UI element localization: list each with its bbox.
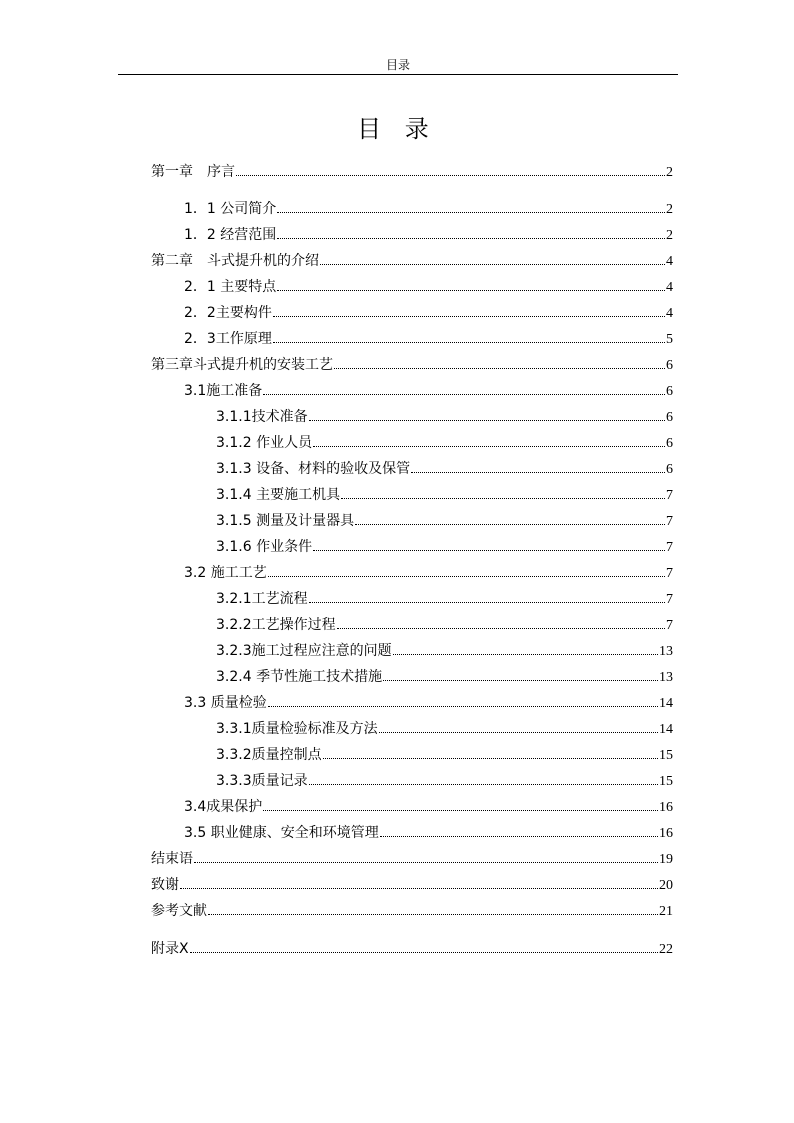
toc-entry[interactable] <box>184 225 673 246</box>
toc-entry-page: 16 <box>659 800 673 815</box>
toc-leader-dots <box>277 289 665 291</box>
toc-leader-dots <box>323 757 658 759</box>
toc-leader-dots <box>273 341 665 343</box>
toc-entry[interactable] <box>184 693 673 714</box>
toc-entry[interactable] <box>184 797 673 818</box>
toc-entry[interactable] <box>184 199 673 220</box>
toc-entry-page: 6 <box>666 384 673 399</box>
toc-leader-dots <box>268 705 658 707</box>
toc-entry[interactable] <box>216 537 673 558</box>
toc-entry-page: 13 <box>659 670 673 685</box>
toc-entry-page: 7 <box>666 540 673 555</box>
toc-leader-dots <box>337 627 665 629</box>
toc-entry[interactable] <box>184 329 673 350</box>
toc-entry-title: 1．2 经营范围 <box>184 227 277 243</box>
toc-leader-dots <box>268 575 665 577</box>
toc-entry-title: 第二章 斗式提升机的介绍 <box>151 253 319 269</box>
toc-leader-dots <box>355 523 665 525</box>
toc-entry[interactable] <box>151 251 673 272</box>
toc-entry[interactable] <box>216 459 673 480</box>
toc-entry-title: 3.3.2质量控制点 <box>216 747 322 763</box>
toc-entry-page: 14 <box>659 722 673 737</box>
toc-entry-page: 4 <box>666 306 673 321</box>
toc-entry-title: 3.1.4 主要施工机具 <box>216 487 341 503</box>
toc-entry-title: 致谢 <box>151 877 179 893</box>
toc-entry-page: 4 <box>666 280 673 295</box>
toc-entry-page: 5 <box>666 332 673 347</box>
toc-entry-title: 3.1.6 作业条件 <box>216 539 313 555</box>
toc-entry[interactable] <box>216 511 673 532</box>
toc-entry-page: 6 <box>666 462 673 477</box>
toc-entry-page: 16 <box>659 826 673 841</box>
toc-entry-page: 21 <box>659 904 673 919</box>
toc-entry[interactable] <box>216 615 673 636</box>
toc-entry-page: 20 <box>659 878 673 893</box>
toc-entry[interactable] <box>151 939 673 960</box>
toc-entry[interactable] <box>184 277 673 298</box>
toc-entry[interactable] <box>151 355 673 376</box>
toc-entry[interactable] <box>216 641 673 662</box>
toc-leader-dots <box>383 679 658 681</box>
toc-entry-title: 附录X <box>151 941 189 957</box>
toc-leader-dots <box>180 887 658 889</box>
toc-entry-page: 6 <box>666 436 673 451</box>
toc-entry-page: 7 <box>666 618 673 633</box>
toc-leader-dots <box>313 549 665 551</box>
toc-entry-title: 3.3 质量检验 <box>184 695 267 711</box>
toc-entry[interactable] <box>216 771 673 792</box>
toc-leader-dots <box>411 471 665 473</box>
toc-entry-title: 结束语 <box>151 851 193 867</box>
toc-entry-page: 7 <box>666 514 673 529</box>
toc-entry-page: 19 <box>659 852 673 867</box>
toc-leader-dots <box>313 445 665 447</box>
toc-leader-dots <box>263 809 658 811</box>
toc-entry-title: 2．1 主要特点 <box>184 279 277 295</box>
toc-entry-page: 7 <box>666 592 673 607</box>
toc-entry-page: 2 <box>666 165 673 180</box>
toc-entry[interactable] <box>216 485 673 506</box>
toc-leader-dots <box>309 783 658 785</box>
toc-entry[interactable] <box>216 719 673 740</box>
toc-leader-dots <box>273 315 665 317</box>
toc-leader-dots <box>277 237 665 239</box>
toc-entry-title: 3.2.2工艺操作过程 <box>216 617 336 633</box>
toc-entry[interactable] <box>184 563 673 584</box>
toc-entry-page: 15 <box>659 774 673 789</box>
toc-entry-title: 3.3.3质量记录 <box>216 773 308 789</box>
toc-leader-dots <box>309 601 665 603</box>
toc-entry-page: 15 <box>659 748 673 763</box>
toc-entry-page: 2 <box>666 202 673 217</box>
toc-entry[interactable] <box>216 407 673 428</box>
toc-entry[interactable] <box>151 849 673 870</box>
toc-entry-title: 参考文献 <box>151 903 207 919</box>
toc-leader-dots <box>393 653 658 655</box>
toc-leader-dots <box>263 393 665 395</box>
toc-entry-title: 3.4成果保护 <box>184 799 263 815</box>
toc-entry-page: 6 <box>666 410 673 425</box>
toc-entry[interactable] <box>184 823 673 844</box>
toc-entry-title: 2．2主要构件 <box>184 305 272 321</box>
toc-entry-page: 7 <box>666 566 673 581</box>
header-text: 目录 <box>385 58 410 72</box>
toc-entry-title: 3.1施工准备 <box>184 383 263 399</box>
toc-entry-title: 3.2 施工工艺 <box>184 565 267 581</box>
toc-leader-dots <box>320 263 665 265</box>
toc-entry[interactable] <box>216 433 673 454</box>
toc-entry[interactable] <box>151 162 673 183</box>
toc-entry-page: 13 <box>659 644 673 659</box>
toc-entry-page: 4 <box>666 254 673 269</box>
toc-entry-page: 14 <box>659 696 673 711</box>
toc-entry[interactable] <box>151 901 673 922</box>
toc-entry-title: 第三章斗式提升机的安装工艺 <box>151 357 333 373</box>
toc-entry-title: 3.1.3 设备、材料的验收及保管 <box>216 461 411 477</box>
toc-entry-title: 2．3工作原理 <box>184 331 272 347</box>
toc-entry-title: 3.5 职业健康、安全和环境管理 <box>184 825 379 841</box>
toc-leader-dots <box>277 211 665 213</box>
toc-leader-dots <box>309 419 665 421</box>
toc-leader-dots <box>334 367 665 369</box>
toc-leader-dots <box>379 731 658 733</box>
toc-entry-title: 3.1.5 测量及计量器具 <box>216 513 355 529</box>
toc-entry-page: 22 <box>659 942 673 957</box>
toc-entry-title: 第一章 序言 <box>151 164 235 180</box>
toc-entry-title: 3.2.4 季节性施工技术措施 <box>216 669 383 685</box>
toc-leader-dots <box>341 497 665 499</box>
toc-leader-dots <box>380 835 658 837</box>
toc-entry[interactable] <box>216 667 673 688</box>
toc-entry[interactable] <box>216 589 673 610</box>
toc-entry[interactable] <box>184 381 673 402</box>
toc-entry-title: 3.2.3施工过程应注意的问题 <box>216 643 392 659</box>
toc-entry-title: 3.3.1质量检验标准及方法 <box>216 721 378 737</box>
toc-entry-page: 6 <box>666 358 673 373</box>
toc-entry-page: 7 <box>666 488 673 503</box>
toc-entry[interactable] <box>184 303 673 324</box>
toc-leader-dots <box>208 913 658 915</box>
toc-entry[interactable] <box>151 875 673 896</box>
toc-entry-title: 3.2.1工艺流程 <box>216 591 308 607</box>
toc-entry[interactable] <box>216 745 673 766</box>
toc-leader-dots <box>190 951 658 953</box>
toc-leader-dots <box>194 861 658 863</box>
toc-entry-title: 3.1.2 作业人员 <box>216 435 313 451</box>
toc-entry-title: 1．1 公司简介 <box>184 201 277 217</box>
toc-leader-dots <box>236 174 665 176</box>
toc-entry-title: 3.1.1技术准备 <box>216 409 308 425</box>
toc-entry-page: 2 <box>666 228 673 243</box>
page-title: 目 录 <box>357 115 437 143</box>
